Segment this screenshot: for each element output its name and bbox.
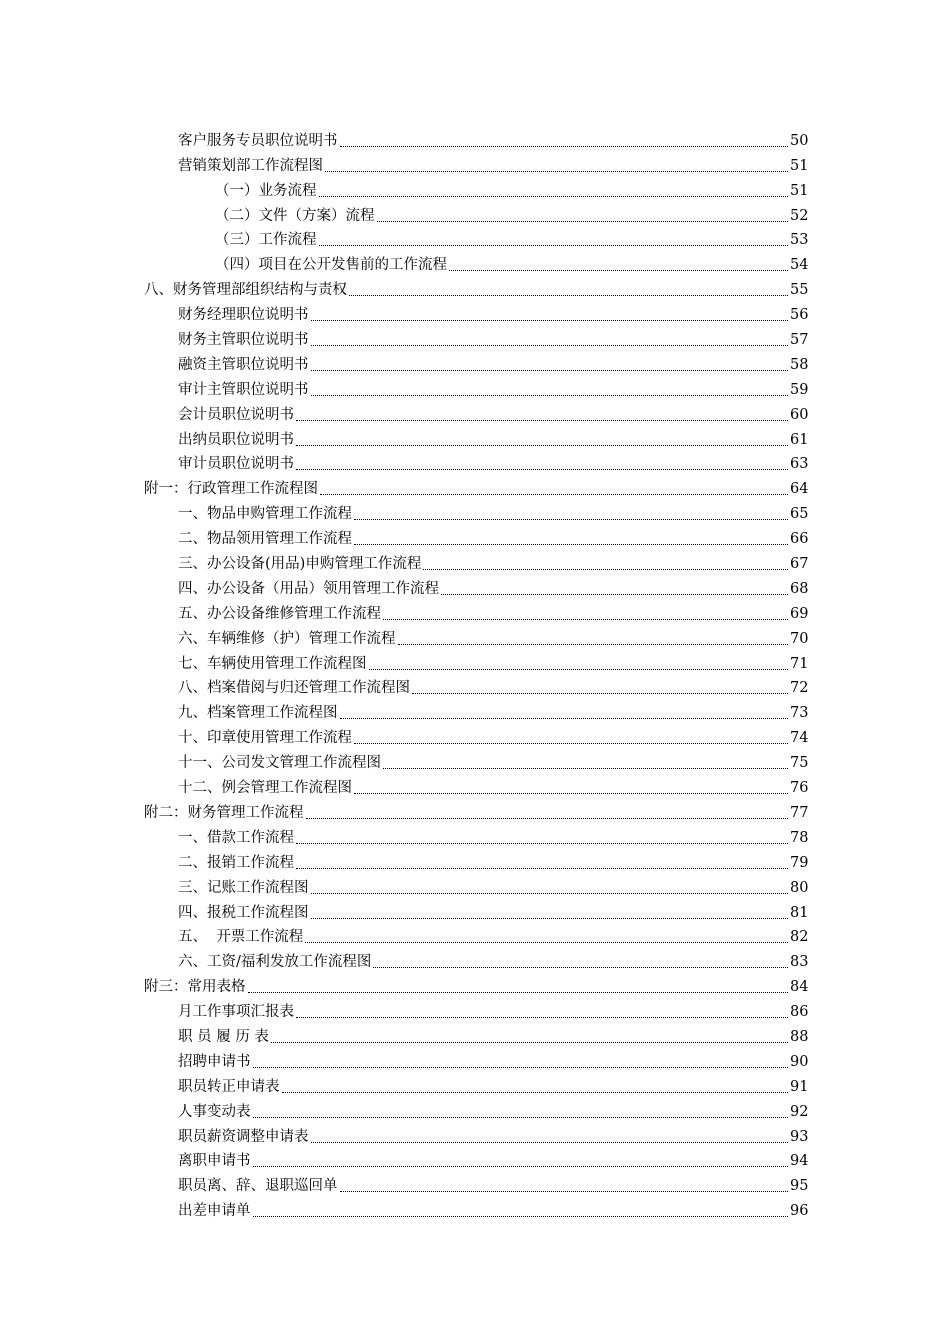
- toc-entry-page-number: 59: [790, 381, 809, 398]
- toc-entry[interactable]: [0, 175, 950, 200]
- toc-entry-page-number: 93: [790, 1128, 809, 1145]
- dot-leader: [373, 966, 788, 968]
- toc-entry-title: 融资主管职位说明书: [178, 356, 309, 373]
- toc-entry-page-number: 72: [790, 680, 809, 697]
- dot-leader: [354, 742, 788, 744]
- toc-entry-title: 招聘申请书: [178, 1053, 251, 1070]
- toc-entry-page-number: 83: [790, 954, 809, 971]
- toc-entry-title: 职 员 履 历 表: [178, 1028, 269, 1045]
- toc-entry-title: 营销策划部工作流程图: [178, 157, 323, 174]
- toc-entry-page-number: 76: [790, 780, 809, 797]
- toc-entry-title: 月工作事项汇报表: [178, 1004, 294, 1021]
- toc-entry[interactable]: [0, 150, 950, 175]
- toc-entry[interactable]: [0, 324, 950, 349]
- toc-entry[interactable]: [0, 374, 950, 399]
- toc-entry-page-number: 86: [790, 1004, 809, 1021]
- toc-entry-title: 附三：常用表格: [144, 979, 246, 996]
- toc-entry-page-number: 82: [790, 929, 809, 946]
- toc-entry-page-number: 53: [790, 232, 809, 249]
- table-of-contents: [0, 125, 950, 1220]
- toc-entry[interactable]: [0, 225, 950, 250]
- toc-entry-title: 九、档案管理工作流程图: [178, 705, 338, 722]
- dot-leader: [377, 220, 789, 222]
- toc-entry-page-number: 69: [790, 605, 809, 622]
- dot-leader: [296, 842, 788, 844]
- toc-entry[interactable]: [0, 349, 950, 374]
- dot-leader: [354, 792, 788, 794]
- dot-leader: [296, 444, 788, 446]
- toc-entry-title: 七、车辆使用管理工作流程图: [178, 655, 367, 672]
- toc-entry-title: 八、财务管理部组织结构与责权: [144, 282, 347, 299]
- toc-entry-title: 三、办公设备(用品)申购管理工作流程: [178, 556, 422, 573]
- dot-leader: [325, 170, 788, 172]
- dot-leader: [320, 493, 788, 495]
- toc-entry-title: 审计主管职位说明书: [178, 381, 309, 398]
- toc-entry[interactable]: [0, 971, 950, 996]
- dot-leader: [319, 244, 789, 246]
- toc-entry-title: 财务经理职位说明书: [178, 307, 309, 324]
- dot-leader: [319, 195, 789, 197]
- toc-entry-title: 五、 开票工作流程: [178, 929, 304, 946]
- toc-entry-title: 八、档案借阅与归还管理工作流程图: [178, 680, 410, 697]
- toc-entry[interactable]: [0, 449, 950, 474]
- dot-leader: [253, 1116, 789, 1118]
- toc-entry[interactable]: [0, 125, 950, 150]
- dot-leader: [349, 294, 788, 296]
- toc-entry-page-number: 90: [790, 1053, 809, 1070]
- toc-entry[interactable]: [0, 797, 950, 822]
- toc-entry-page-number: 50: [790, 132, 809, 149]
- dot-leader: [311, 369, 789, 371]
- toc-entry[interactable]: [0, 1195, 950, 1220]
- toc-entry-title: （二）文件（方案）流程: [215, 207, 375, 224]
- toc-entry-page-number: 51: [790, 182, 809, 199]
- dot-leader: [296, 867, 788, 869]
- dot-leader: [282, 1091, 789, 1093]
- dot-leader: [354, 543, 788, 545]
- toc-entry[interactable]: [0, 573, 950, 598]
- toc-entry-title: 四、办公设备（用品）领用管理工作流程: [178, 580, 439, 597]
- toc-entry-page-number: 94: [790, 1153, 809, 1170]
- toc-entry-page-number: 88: [790, 1028, 809, 1045]
- dot-leader: [311, 917, 789, 919]
- toc-entry-title: 审计员职位说明书: [178, 456, 294, 473]
- toc-entry-page-number: 52: [790, 207, 809, 224]
- dot-leader: [412, 692, 788, 694]
- toc-entry[interactable]: [0, 548, 950, 573]
- toc-entry-page-number: 64: [790, 481, 809, 498]
- toc-entry[interactable]: [0, 722, 950, 747]
- toc-entry[interactable]: [0, 498, 950, 523]
- dot-leader: [369, 668, 789, 670]
- toc-entry-title: 五、办公设备维修管理工作流程: [178, 605, 381, 622]
- dot-leader: [248, 991, 789, 993]
- toc-entry[interactable]: [0, 1046, 950, 1071]
- toc-entry-title: 附一：行政管理工作流程图: [144, 481, 318, 498]
- toc-entry-page-number: 80: [790, 879, 809, 896]
- toc-entry-title: 人事变动表: [178, 1103, 251, 1120]
- toc-entry-page-number: 66: [790, 531, 809, 548]
- toc-entry-title: （三）工作流程: [215, 232, 317, 249]
- toc-entry[interactable]: [0, 299, 950, 324]
- toc-entry-title: 离职申请书: [178, 1153, 251, 1170]
- toc-entry-page-number: 96: [790, 1203, 809, 1220]
- toc-entry-title: 出差申请单: [178, 1203, 251, 1220]
- toc-entry-page-number: 68: [790, 580, 809, 597]
- toc-entry-page-number: 55: [790, 282, 809, 299]
- dot-leader: [296, 1016, 788, 1018]
- toc-entry[interactable]: [0, 249, 950, 274]
- toc-entry-page-number: 61: [790, 431, 809, 448]
- toc-entry-page-number: 79: [790, 854, 809, 871]
- dot-leader: [311, 1141, 789, 1143]
- toc-entry[interactable]: [0, 424, 950, 449]
- toc-entry-title: 职员离、辞、退职巡回单: [178, 1178, 338, 1195]
- toc-entry-title: 十二、例会管理工作流程图: [178, 780, 352, 797]
- toc-entry-page-number: 77: [790, 804, 809, 821]
- toc-entry-title: 出纳员职位说明书: [178, 431, 294, 448]
- toc-entry-page-number: 75: [790, 755, 809, 772]
- dot-leader: [340, 1190, 789, 1192]
- dot-leader: [311, 344, 789, 346]
- toc-entry[interactable]: [0, 946, 950, 971]
- toc-entry-title: 二、报销工作流程: [178, 854, 294, 871]
- toc-entry[interactable]: [0, 1146, 950, 1171]
- dot-leader: [340, 145, 789, 147]
- toc-entry[interactable]: [0, 673, 950, 698]
- toc-entry[interactable]: [0, 623, 950, 648]
- toc-entry-page-number: 65: [790, 506, 809, 523]
- toc-entry-page-number: 84: [790, 979, 809, 996]
- toc-entry-title: 财务主管职位说明书: [178, 332, 309, 349]
- dot-leader: [311, 892, 789, 894]
- toc-entry[interactable]: [0, 523, 950, 548]
- toc-entry[interactable]: [0, 922, 950, 947]
- toc-entry-page-number: 73: [790, 705, 809, 722]
- toc-entry[interactable]: [0, 1071, 950, 1096]
- dot-leader: [311, 394, 789, 396]
- toc-entry[interactable]: [0, 1121, 950, 1146]
- dot-leader: [296, 468, 788, 470]
- toc-entry-page-number: 78: [790, 829, 809, 846]
- toc-entry-title: （一）业务流程: [215, 182, 317, 199]
- toc-entry-page-number: 67: [790, 556, 809, 573]
- toc-entry-page-number: 58: [790, 356, 809, 373]
- toc-entry[interactable]: [0, 473, 950, 498]
- toc-entry-page-number: 56: [790, 307, 809, 324]
- dot-leader: [296, 419, 788, 421]
- toc-entry-page-number: 60: [790, 406, 809, 423]
- toc-entry-page-number: 51: [790, 157, 809, 174]
- toc-entry[interactable]: [0, 747, 950, 772]
- dot-leader: [449, 269, 788, 271]
- dot-leader: [253, 1215, 789, 1217]
- toc-entry-title: 职员转正申请表: [178, 1078, 280, 1095]
- dot-leader: [306, 817, 789, 819]
- toc-entry-page-number: 81: [790, 904, 809, 921]
- toc-entry[interactable]: [0, 399, 950, 424]
- toc-entry[interactable]: [0, 1021, 950, 1046]
- dot-leader: [271, 1041, 788, 1043]
- dot-leader: [311, 319, 789, 321]
- toc-entry-page-number: 71: [790, 655, 809, 672]
- toc-entry[interactable]: [0, 872, 950, 897]
- dot-leader: [354, 518, 788, 520]
- toc-entry-page-number: 91: [790, 1078, 809, 1095]
- dot-leader: [305, 941, 788, 943]
- toc-entry[interactable]: [0, 598, 950, 623]
- toc-entry[interactable]: [0, 1170, 950, 1195]
- dot-leader: [340, 717, 789, 719]
- toc-entry-title: 附二：财务管理工作流程: [144, 804, 304, 821]
- toc-entry-title: 六、车辆维修（护）管理工作流程: [178, 630, 396, 647]
- toc-entry[interactable]: [0, 274, 950, 299]
- toc-entry-page-number: 95: [790, 1178, 809, 1195]
- dot-leader: [253, 1066, 789, 1068]
- toc-entry-title: 客户服务专员职位说明书: [178, 132, 338, 149]
- toc-entry-page-number: 92: [790, 1103, 809, 1120]
- toc-entry[interactable]: [0, 648, 950, 673]
- toc-entry-page-number: 63: [790, 456, 809, 473]
- dot-leader: [383, 767, 788, 769]
- dot-leader: [423, 568, 788, 570]
- toc-entry-title: （四）项目在公开发售前的工作流程: [215, 257, 447, 274]
- toc-entry-title: 一、借款工作流程: [178, 829, 294, 846]
- toc-entry[interactable]: [0, 772, 950, 797]
- toc-entry[interactable]: [0, 822, 950, 847]
- toc-entry-page-number: 57: [790, 332, 809, 349]
- toc-entry-title: 会计员职位说明书: [178, 406, 294, 423]
- dot-leader: [253, 1165, 789, 1167]
- toc-entry[interactable]: [0, 1096, 950, 1121]
- toc-entry-title: 六、工资/福利发放工作流程图: [178, 954, 372, 971]
- toc-entry[interactable]: [0, 200, 950, 225]
- toc-entry-title: 四、报税工作流程图: [178, 904, 309, 921]
- toc-entry-title: 二、物品领用管理工作流程: [178, 531, 352, 548]
- toc-entry-title: 一、物品申购管理工作流程: [178, 506, 352, 523]
- toc-entry[interactable]: [0, 996, 950, 1021]
- toc-entry-page-number: 74: [790, 730, 809, 747]
- toc-entry-title: 三、记账工作流程图: [178, 879, 309, 896]
- toc-entry-page-number: 70: [790, 630, 809, 647]
- toc-entry-title: 十一、公司发文管理工作流程图: [178, 755, 381, 772]
- toc-entry-title: 职员薪资调整申请表: [178, 1128, 309, 1145]
- toc-entry[interactable]: [0, 897, 950, 922]
- dot-leader: [441, 593, 788, 595]
- toc-entry[interactable]: [0, 847, 950, 872]
- toc-entry[interactable]: [0, 697, 950, 722]
- dot-leader: [383, 618, 788, 620]
- toc-entry-page-number: 54: [790, 257, 809, 274]
- dot-leader: [398, 643, 789, 645]
- toc-entry-title: 十、印章使用管理工作流程: [178, 730, 352, 747]
